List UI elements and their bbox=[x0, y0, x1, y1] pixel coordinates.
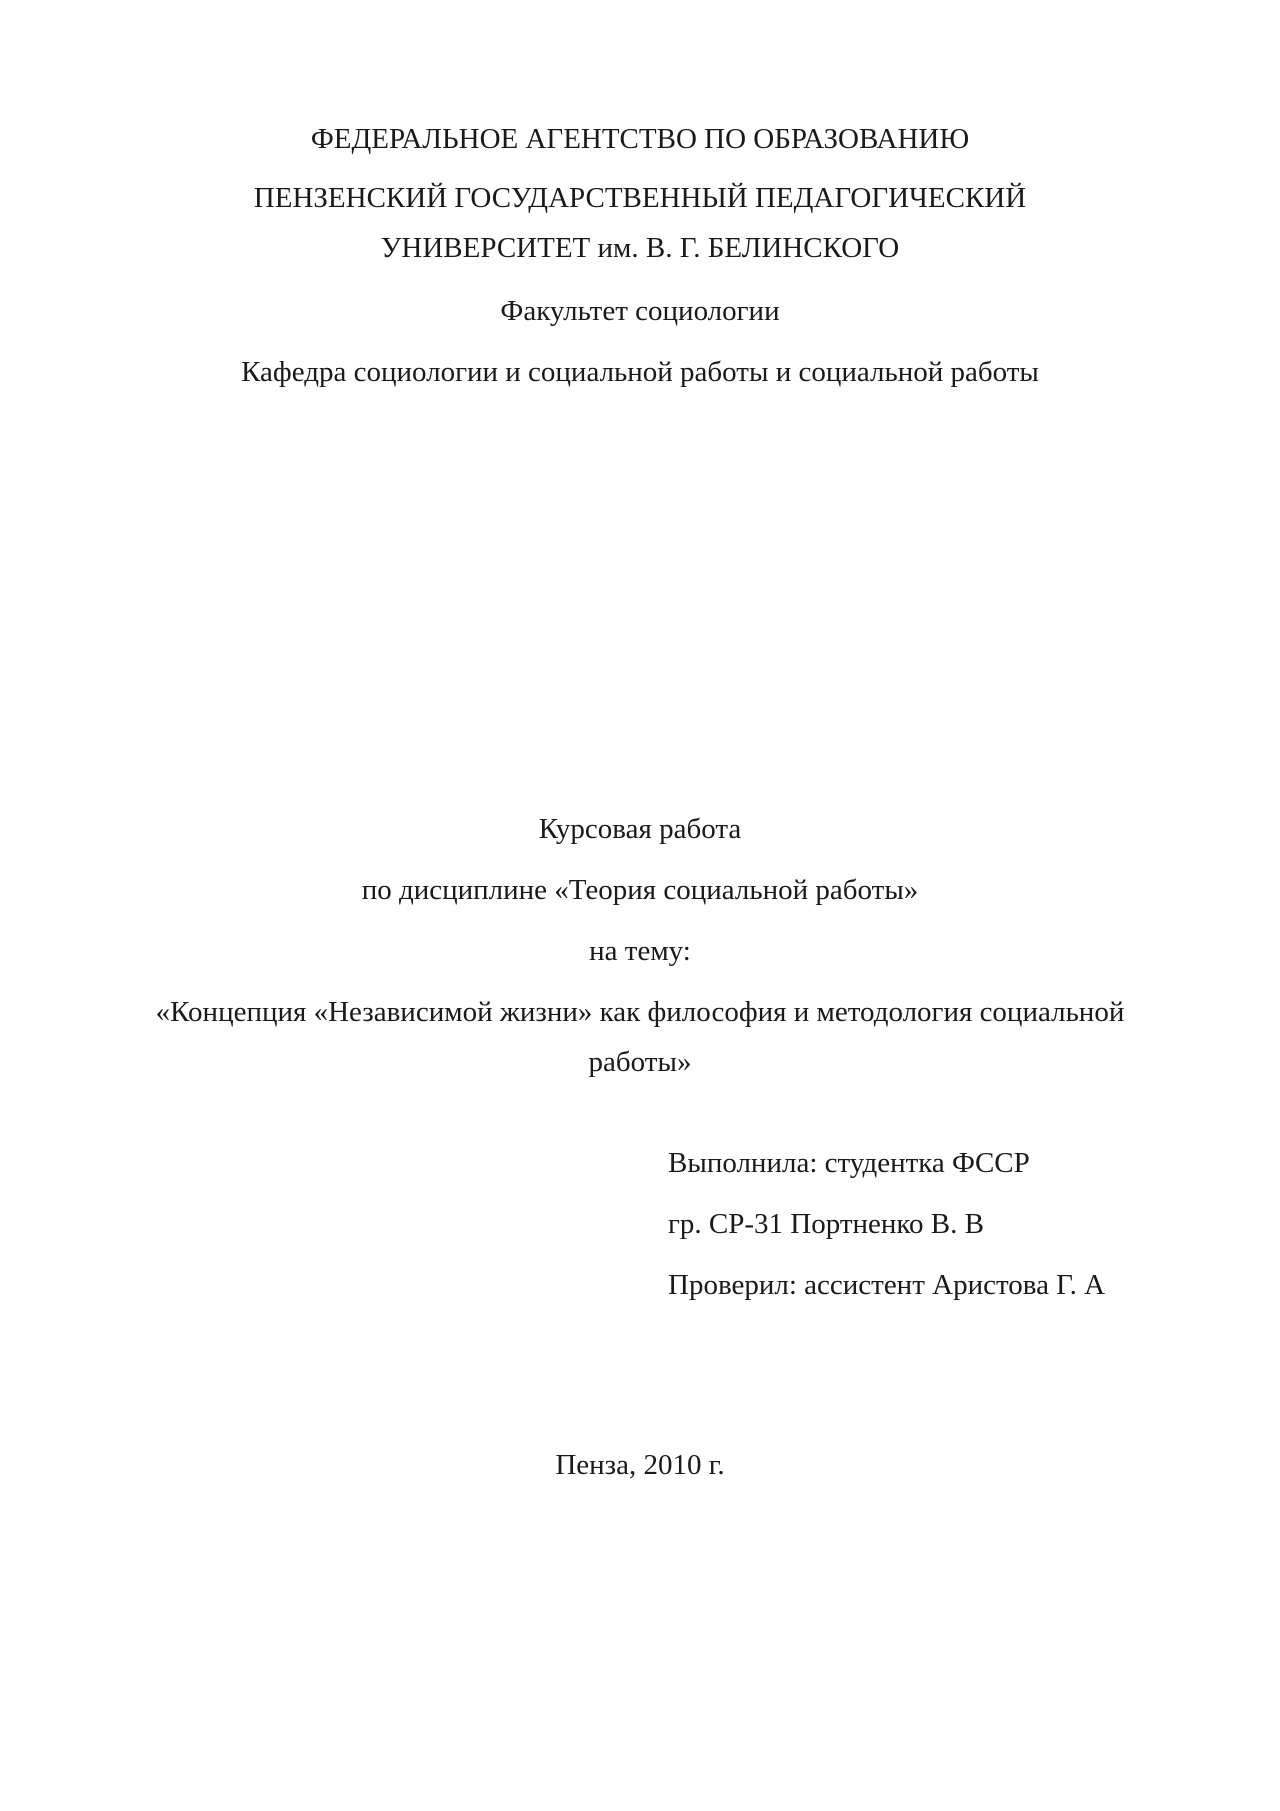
topic-title-line1: «Концепция «Независимой жизни» как философия и методология социальной bbox=[155, 996, 1125, 1028]
group-student: гр. СР-31 Портненко В. В bbox=[668, 1208, 984, 1240]
university-name-line1: ПЕНЗЕНСКИЙ ГОСУДАРСТВЕННЫЙ ПЕДАГОГИЧЕСКИЙ bbox=[253, 182, 1027, 214]
performed-by: Выполнила: студентка ФССР bbox=[668, 1147, 1030, 1179]
checked-by: Проверил: ассистент Аристова Г. А bbox=[668, 1269, 1106, 1301]
faculty-name: Факультет социологии bbox=[500, 295, 780, 327]
department-name: Кафедра социологии и социальной работы и социальной работы bbox=[241, 356, 1039, 388]
topic-prefix: на тему: bbox=[589, 935, 691, 967]
city-year: Пенза, 2010 г. bbox=[555, 1449, 725, 1481]
work-type: Курсовая работа bbox=[538, 813, 742, 845]
topic-title-line2: работы» bbox=[588, 1046, 692, 1078]
agency-title: ФЕДЕРАЛЬНОЕ АГЕНТСТВО ПО ОБРАЗОВАНИЮ bbox=[310, 123, 970, 155]
university-name-line2: УНИВЕРСИТЕТ им. В. Г. БЕЛИНСКОГО bbox=[380, 232, 900, 264]
discipline-line: по дисциплине «Теория социальной работы» bbox=[361, 874, 919, 906]
